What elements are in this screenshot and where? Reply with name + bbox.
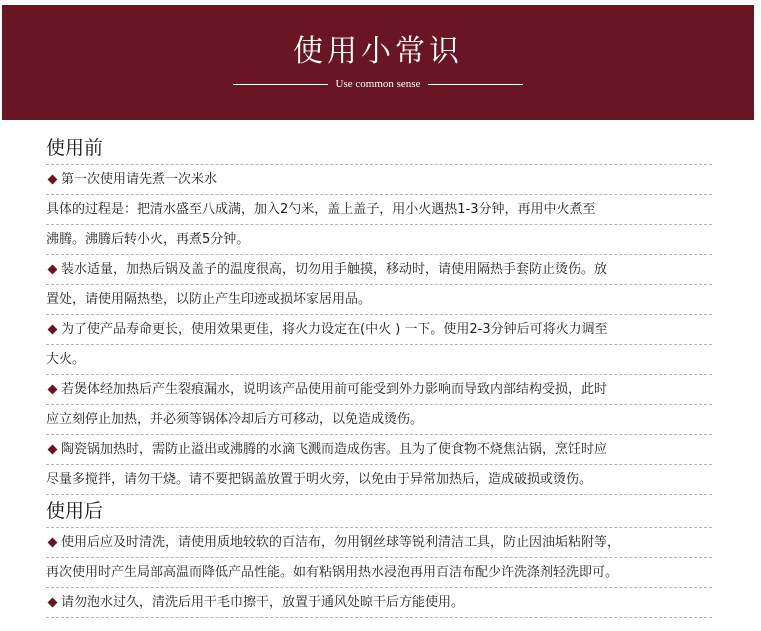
line-text: 请勿泡水过久，清洗后用干毛巾擦干，放置于通风处晾干后方能使用。 <box>61 595 465 610</box>
banner-title: 使用小常识 <box>293 34 463 69</box>
line-text: 使用后应及时清洗，请使用质地较软的百洁布，勿用钢丝球等锐利清洁工具，防止因油垢粘附等， <box>61 535 621 550</box>
diamond-bullet-icon <box>48 324 58 334</box>
line <box>46 195 712 225</box>
line <box>46 435 712 465</box>
diamond-bullet-icon <box>48 384 58 394</box>
banner-subtitle: Use common sense <box>335 78 421 90</box>
header-banner <box>2 5 754 120</box>
line <box>46 225 712 255</box>
diamond-bullet-icon <box>48 264 58 274</box>
line-text: 若煲体经加热后产生裂痕漏水，说明该产品使用前可能受到外力影响而导致内部结构受损，此时 <box>61 382 608 397</box>
line <box>46 588 712 618</box>
line <box>46 285 712 315</box>
line-text: 应立刻停止加热，并必须等锅体冷却后方可移动，以免造成烫伤。 <box>46 412 424 427</box>
line-text: 具体的过程是：把清水盛至八成满，加入2勺米，盖上盖子，用小火遇热1-3分钟，再用中火煮至 <box>46 202 596 217</box>
line-text: 大火。 <box>46 352 86 367</box>
subtitle-right-rule <box>428 84 523 85</box>
diamond-bullet-icon <box>48 174 58 184</box>
line <box>46 255 712 285</box>
line-text: 沸腾。沸腾后转小火，再煮5分钟。 <box>46 232 250 247</box>
line <box>46 165 712 195</box>
line <box>46 528 712 558</box>
line-text: 装水适量，加热后锅及盖子的温度很高，切勿用手触摸，移动时，请使用隔热手套防止烫伤。放 <box>61 262 608 277</box>
diamond-bullet-icon <box>48 444 58 454</box>
section-heading-after-use: 使用后 <box>46 495 712 528</box>
line-text: 第一次使用请先煮一次米水 <box>61 172 218 187</box>
diamond-bullet-icon <box>48 597 58 607</box>
line-text: 陶瓷锅加热时，需防止溢出或沸腾的水滴飞溅而造成伤害。且为了使食物不烧焦沾锅，烹饪时应 <box>61 442 608 457</box>
banner-subtitle-row <box>2 78 754 90</box>
diamond-bullet-icon <box>48 537 58 547</box>
line-text: 尽量多搅拌，请勿干烧。请不要把锅盖放置于明火旁，以免由于异常加热后，造成破损或烫伤。 <box>46 472 593 487</box>
line <box>46 345 712 375</box>
line <box>46 375 712 405</box>
line <box>46 405 712 435</box>
instructions-content <box>46 132 712 618</box>
line <box>46 558 712 588</box>
line-text: 再次使用时产生局部高温而降低产品性能。如有粘锅用热水浸泡再用百洁布配少许洗涤剂轻洗即可。 <box>46 565 619 580</box>
section-heading-before-use: 使用前 <box>46 132 712 165</box>
line <box>46 315 712 345</box>
line <box>46 465 712 495</box>
line-text: 为了使产品寿命更长，使用效果更佳，将火力设定在(中火 ) 一下。使用2-3分钟后可将火力调至 <box>61 322 608 337</box>
line-text: 置处，请使用隔热垫，以防止产生印迹或损坏家居用品。 <box>46 292 372 307</box>
subtitle-left-rule <box>233 84 328 85</box>
